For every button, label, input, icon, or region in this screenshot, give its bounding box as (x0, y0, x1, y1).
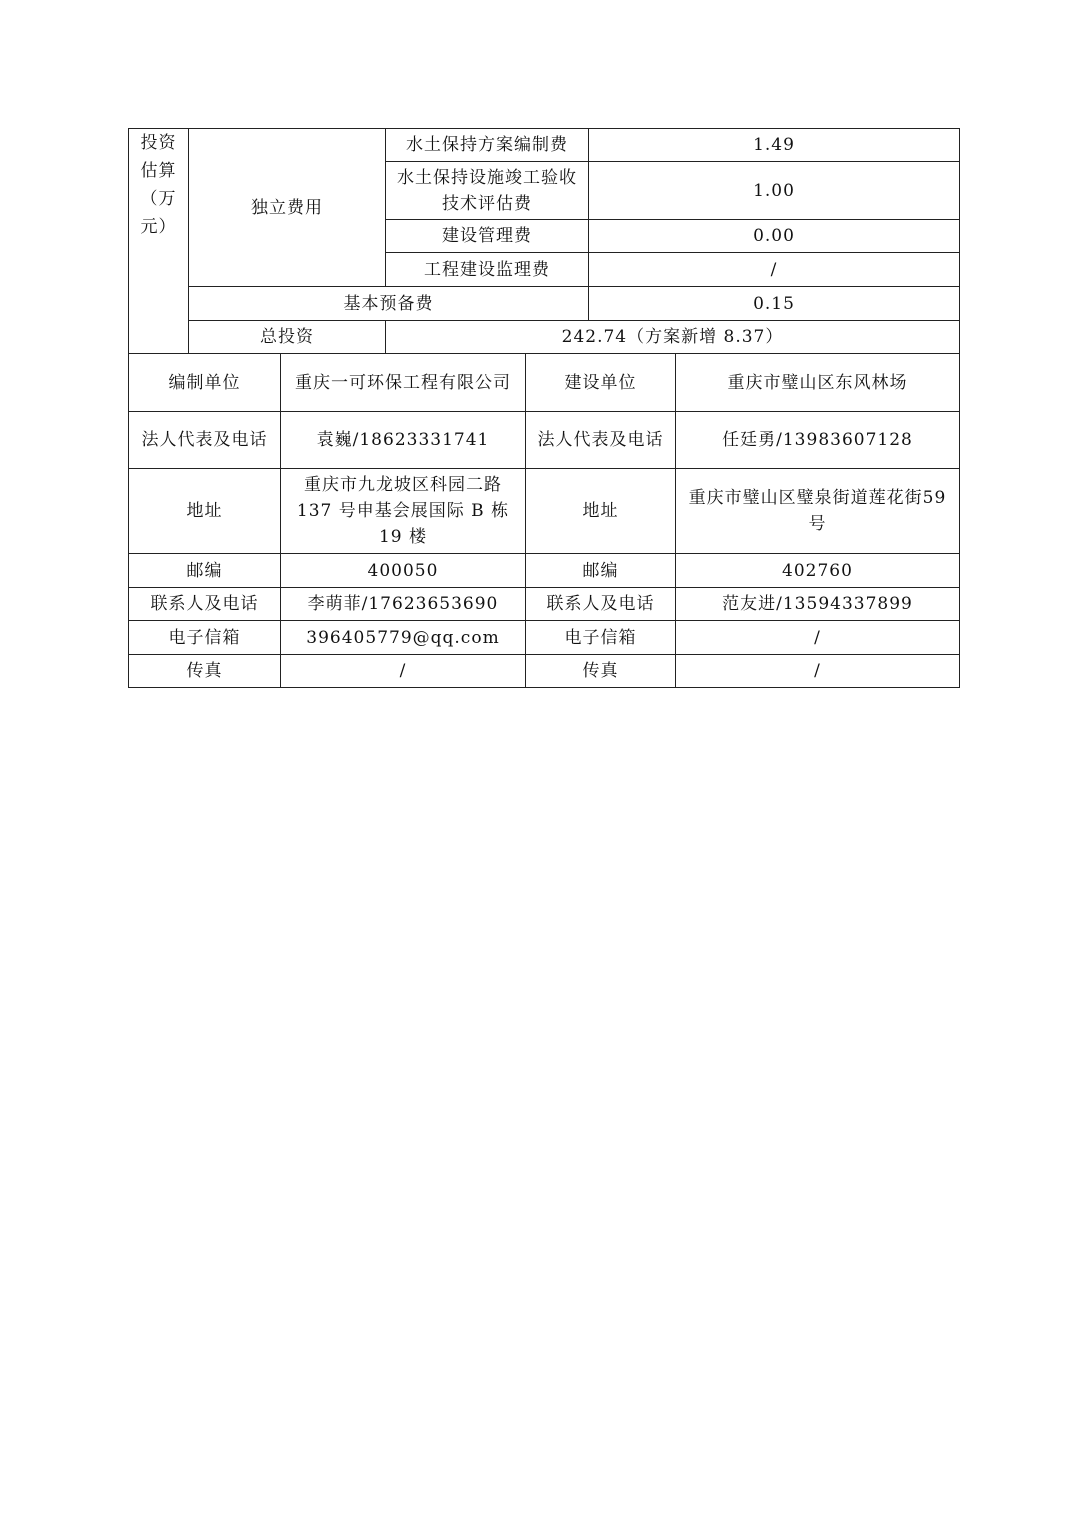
total-investment-label: 总投资 (189, 321, 386, 354)
cost-item-label: 水土保持设施竣工验收技术评估费 (386, 162, 589, 220)
value-left: 袁巍/18623331741 (281, 412, 526, 469)
label-left: 地址 (129, 469, 281, 554)
label-right: 建设单位 (526, 354, 676, 412)
value-left: 重庆一可环保工程有限公司 (281, 354, 526, 412)
contact-info-table (128, 353, 960, 688)
value-right: 402760 (676, 554, 960, 588)
cost-item-value: 1.00 (589, 162, 960, 220)
total-investment-value: 242.74（方案新增 8.37） (386, 321, 960, 354)
label-right: 地址 (526, 469, 676, 554)
label-left: 编制单位 (129, 354, 281, 412)
table-row (129, 655, 960, 688)
label-left: 法人代表及电话 (129, 412, 281, 469)
table-row (129, 469, 960, 554)
value-left: 李萌菲/17623653690 (281, 588, 526, 621)
label-left: 电子信箱 (129, 621, 281, 655)
table-row (129, 621, 960, 655)
reserve-fee-value: 0.15 (589, 287, 960, 321)
label-right: 电子信箱 (526, 621, 676, 655)
reserve-fee-label: 基本预备费 (189, 287, 589, 321)
cost-item-label: 水土保持方案编制费 (386, 129, 589, 162)
table-row (129, 588, 960, 621)
investment-estimate-table (128, 128, 960, 354)
value-right: 重庆市璧山区璧泉街道莲花街59 号 (676, 469, 960, 554)
table-row (129, 412, 960, 469)
value-right: / (676, 621, 960, 655)
label-right: 邮编 (526, 554, 676, 588)
label-right: 联系人及电话 (526, 588, 676, 621)
label-right: 法人代表及电话 (526, 412, 676, 469)
value-right: / (676, 655, 960, 688)
value-left: 重庆市九龙坡区科园二路137 号申基会展国际 B 栋19 楼 (281, 469, 526, 554)
cost-item-value: 1.49 (589, 129, 960, 162)
value-left: / (281, 655, 526, 688)
independent-cost-label: 独立费用 (189, 129, 386, 287)
table-row (129, 354, 960, 412)
label-left: 联系人及电话 (129, 588, 281, 621)
label-right: 传真 (526, 655, 676, 688)
value-left: 400050 (281, 554, 526, 588)
cost-item-value: / (589, 253, 960, 287)
table-row (129, 554, 960, 588)
cost-item-value: 0.00 (589, 220, 960, 253)
value-right: 重庆市璧山区东风林场 (676, 354, 960, 412)
cost-item-label: 工程建设监理费 (386, 253, 589, 287)
label-left: 邮编 (129, 554, 281, 588)
label-left: 传真 (129, 655, 281, 688)
value-right: 任廷勇/13983607128 (676, 412, 960, 469)
cost-item-label: 建设管理费 (386, 220, 589, 253)
investment-section-label: 投资估算（万元） (129, 129, 189, 354)
value-left: 396405779@qq.com (281, 621, 526, 655)
value-right: 范友进/13594337899 (676, 588, 960, 621)
